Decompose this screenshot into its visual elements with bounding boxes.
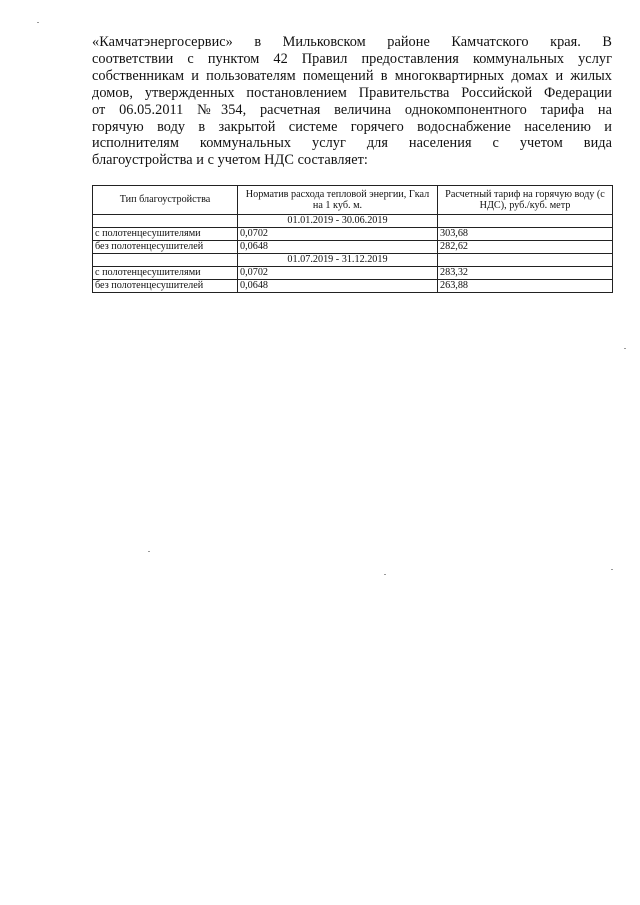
table-row (93, 280, 613, 293)
scan-speck (37, 22, 39, 23)
type-cell: с полотенцесушителями (93, 267, 238, 280)
tariff-cell: 303,68 (438, 228, 613, 241)
paragraph-line: домов, утвержденных постановлением Правительства Российской Федерации (92, 84, 612, 101)
scan-speck (384, 574, 386, 575)
tariff-table-container (92, 185, 612, 293)
norm-cell: 0,0648 (238, 241, 438, 254)
period-label: 01.01.2019 - 30.06.2019 (238, 215, 438, 228)
paragraph-line: «Камчатэнергосервис» в Мильковском районе Камчатского края. В (92, 34, 612, 50)
body-paragraph (92, 34, 612, 169)
scan-speck (624, 348, 626, 349)
table-row (93, 241, 613, 254)
header-type: Тип благоустройства (93, 186, 238, 215)
header-norm: Норматив расхода тепловой энергии, Гкал на 1 куб. м. (238, 186, 438, 215)
norm-cell: 0,0648 (238, 280, 438, 293)
tariff-table (92, 185, 613, 293)
paragraph-line: соответствии с пунктом 42 Правил предоставления коммунальных услуг (92, 50, 612, 67)
scan-speck (611, 569, 613, 570)
paragraph-line: собственникам и пользователям помещений в многоквартирных домах и жилых (92, 67, 612, 84)
paragraph-line: от 06.05.2011 №354, расчетная величина однокомпонентного тарифа на (92, 101, 612, 118)
type-cell: с полотенцесушителями (93, 228, 238, 241)
scan-speck (148, 551, 150, 552)
norm-cell: 0,0702 (238, 228, 438, 241)
header-tariff: Расчетный тариф на горячую воду (с НДС), руб./куб. метр (438, 186, 613, 215)
table-row (93, 228, 613, 241)
tariff-cell: 263,88 (438, 280, 613, 293)
paragraph-line: благоустройства и с учетом НДС составляет: (92, 152, 368, 169)
period-row (93, 215, 613, 228)
table-row (93, 267, 613, 280)
type-cell: без полотенцесушителей (93, 280, 238, 293)
table-header-row (93, 186, 613, 215)
type-cell: без полотенцесушителей (93, 241, 238, 254)
paragraph-line: горячую воду в закрытой системе горячего водоснабжение населению и (92, 118, 612, 135)
paragraph-line: исполнителям коммунальных услуг для населения с учетом вида (92, 135, 612, 152)
period-label: 01.07.2019 - 31.12.2019 (238, 254, 438, 267)
tariff-cell: 283,32 (438, 267, 613, 280)
period-row (93, 254, 613, 267)
tariff-cell: 282,62 (438, 241, 613, 254)
norm-cell: 0,0702 (238, 267, 438, 280)
